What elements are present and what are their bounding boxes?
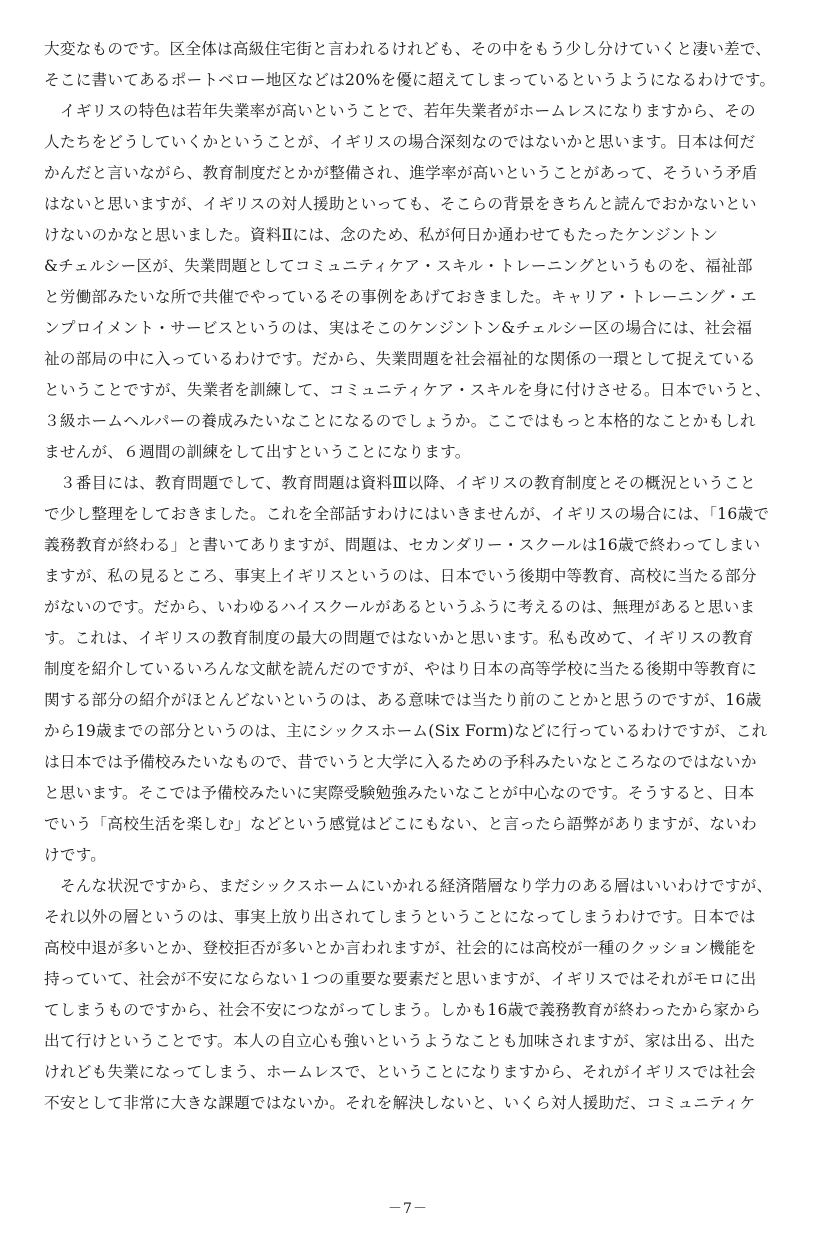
text-line: てしまうものですから、社会不安につながってしまう。しかも16歳で義務教育が終わったから家から	[44, 1001, 761, 1019]
text-line: かんだと言いながら、教育制度だとかが整備され、進学率が高いということがあって、そういう矛盾	[44, 164, 758, 182]
text-line: ませんが、６週間の訓練をして出すということになります。	[44, 443, 471, 461]
text-line: す。これは、イギリスの教育制度の最大の問題ではないかと思います。私も改めて、イギリスの教育	[44, 629, 754, 647]
text-line: けないのかなと思いました。資料Ⅱには、念のため、私が何日か通わせてもたったケンジントン	[44, 226, 719, 244]
text-line: けです。	[44, 846, 107, 864]
text-line: ますが、私の見るところ、事実上イギリスというのは、日本でいう後期中等教育、高校に当たる部分	[44, 567, 757, 585]
text-line: それ以外の層というのは、事実上放り出されてしまうということになってしまうわけです。日本では	[44, 908, 756, 926]
text-line: はないと思いますが、イギリスの対人援助といっても、そこらの背景をきちんと読んでおかないとい	[44, 195, 757, 213]
text-line: 高校中退が多いとか、登校拒否が多いとか言われますが、社会的には高校が一種のクッション機能を	[44, 939, 757, 957]
text-line: ンプロイメント・サービスというのは、実はそこのケンジントン&チェルシー区の場合には、社会福	[44, 319, 753, 337]
text-line: ３番目には、教育問題でして、教育問題は資料Ⅲ以降、イギリスの教育制度とその概況ということ	[44, 474, 756, 492]
text-line: でいう「高校生活を楽しむ」などという感覚はどこにもない、と言ったら語弊がありますが、ないわ	[44, 815, 757, 833]
text-line: と労働部みたいな所で共催でやっているその事例をあげておきました。キャリア・トレーニング・エ	[44, 288, 757, 306]
text-line: 祉の部局の中に入っているわけです。だから、失業問題を社会福祉的な関係の一環として捉えている	[44, 350, 756, 368]
text-line: 関する部分の紹介がほとんどないというのは、ある意味では当たり前のことかと思うのですが、16歳	[44, 691, 762, 709]
text-line: と思います。そこでは予備校みたいに実際受験勉強みたいなことが中心なのです。そうすると、日本	[44, 784, 755, 802]
body-text	[44, 34, 784, 1119]
text-line: ということですが、失業者を訓練して、コミュニティケア・スキルを身に付けさせる。日本でいうと、	[44, 381, 771, 399]
text-line: 不安として非常に大きな課題ではないか。それを解決しないと、いくら対人援助だ、コミュニティケ	[44, 1094, 756, 1112]
text-line: けれども失業になってしまう、ホームレスで、ということになりますから、それがイギリスでは社会	[44, 1063, 756, 1081]
text-line: ３級ホームヘルパーの養成みたいなことになるのでしょうか。ここではもっと本格的なことかもしれ	[44, 412, 756, 430]
text-line: 制度を紹介しているいろんな文献を読んだのですが、やはり日本の高等学校に当たる後期中等教育に	[44, 660, 757, 678]
text-line: 大変なものです。区全体は高級住宅街と言われるけれども、その中をもう少し分けていくと凄い差で、	[44, 40, 772, 58]
text-line: で少し整理をしておきました。これを全部話すわけにはいきませんが、イギリスの場合には、「16歳で	[44, 505, 770, 523]
text-line: そこに書いてあるポートベロー地区などは20%を優に超えてしまっているというようになるわけです。	[44, 71, 776, 89]
text-line: がないのです。だから、いわゆるハイスクールがあるというふうに考えるのは、無理があると思いま	[44, 598, 756, 616]
text-line: イギリスの特色は若年失業率が高いということで、若年失業者がホームレスになりますから、その	[44, 102, 756, 120]
text-line: 持っていて、社会が不安にならない１つの重要な要素だと思いますが、イギリスではそれがモロに出	[44, 970, 757, 988]
text-line: は日本では予備校みたいなもので、昔でいうと大学に入るための予科みたいなところなのではないか	[44, 753, 757, 771]
text-line: 義務教育が終わる」と書いてありますが、問題は、セカンダリー・スクールは16歳で終わってしまい	[44, 536, 761, 554]
text-line: そんな状況ですから、まだシックスホームにいかれる経済階層なり学力のある層はいいわけですが、	[44, 877, 773, 895]
text-line: から19歳までの部分というのは、主にシックスホーム(Six Form)などに行っているわけですが、これ	[44, 722, 768, 740]
text-line: 人たちをどうしていくかということが、イギリスの場合深刻なのではないかと思います。日本は何だ	[44, 133, 756, 151]
text-line: 出て行けということです。本人の自立心も強いというようなことも加味されますが、家は出る、出た	[44, 1032, 756, 1050]
page-number: －7－	[388, 1201, 428, 1217]
text-line: &チェルシー区が、失業問題としてコミュニティケア・スキル・トレーニングというものを、福祉部	[44, 257, 753, 275]
